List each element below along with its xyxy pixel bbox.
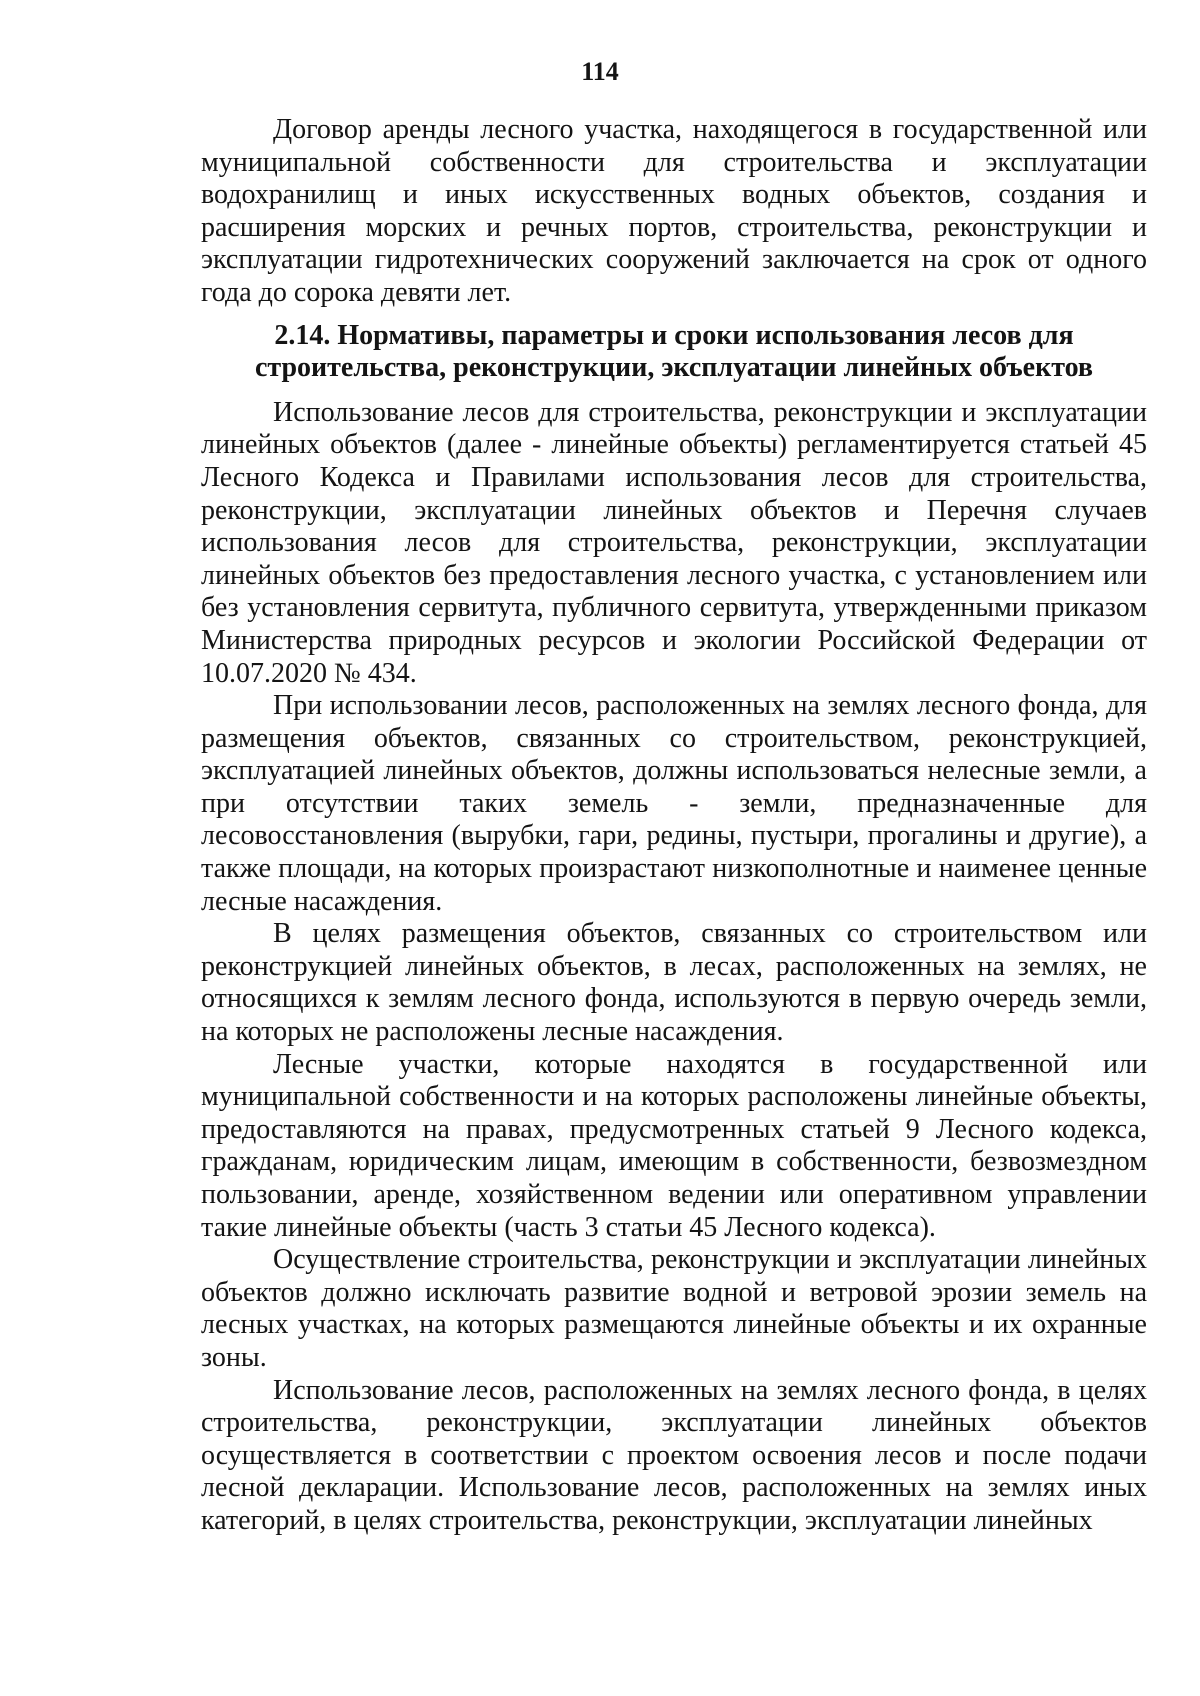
paragraph-development-project: Использование лесов, расположенных на землях лесного фонда, в целях строительства, реконструкции, эксплуатации линейных объектов осуществляется в соответствии с проектом освоения лесов и после подачи лесной декларации. Использование лесов, расположенных на землях иных категорий, в целях строительства, реконструкции, эксплуатации линейных — [201, 1374, 1147, 1536]
paragraph-regulation: Использование лесов для строительства, реконструкции и эксплуатации линейных объектов (далее - линейные объекты) регламентируется статьей 45 Лесного Кодекса и Правилами использования лесов для строительства, реконструкции, эксплуатации линейных объектов и Перечня случаев использования лесов для строительства, реконструкции, эксплуатации линейных объектов без предоставления лесного участка, с установлением или без установления сервитута, публичного сервитута, утвержденными приказом Министерства природных ресурсов и экологии Российской Федерации от 10.07.2020 № 434. — [201, 396, 1147, 689]
paragraph-lease-term: Договор аренды лесного участка, находящегося в государственной или муниципальной собственности для строительства и эксплуатации водохранилищ и иных искусственных водных объектов, создания и расширения морских и речных портов, строительства, реконструкции и эксплуатации гидротехнических сооружений заключается на срок от одного года до сорока девяти лет. — [201, 114, 1147, 308]
section-heading — [201, 320, 1147, 385]
section-heading-line-2: строительства, реконструкции, эксплуатации линейных объектов — [254, 352, 1094, 384]
section-heading-line-1: 2.14. Нормативы, параметры и сроки использования лесов для — [274, 319, 1074, 351]
paragraph-land-use: При использовании лесов, расположенных на землях лесного фонда, для размещения объектов, связанных со строительством, реконструкцией, эксплуатацией линейных объектов, должны использоваться нелесные земли, а при отсутствии таких земель - земли, предназначенные для лесовосстановления (вырубки, гари, редины, пустыри, прогалины и другие), а также площади, на которых произрастают низкополнотные и наименее ценные лесные насаждения. — [201, 690, 1147, 917]
paragraph-erosion: Осуществление строительства, реконструкции и эксплуатации линейных объектов должно исключать развитие водной и ветровой эрозии земель на лесных участках, на которых размещаются линейные объекты и их охранные зоны. — [201, 1244, 1147, 1373]
page-number: 114 — [581, 57, 619, 86]
paragraph-non-forest-lands: В целях размещения объектов, связанных со строительством или реконструкцией линейных объектов, в лесах, расположенных на землях, не относящихся к землям лесного фонда, используются в первую очередь земли, на которых не расположены лесные насаждения. — [201, 918, 1147, 1048]
paragraph-plot-rights: Лесные участки, которые находятся в государственной или муниципальной собственности и на которых расположены линейные объекты, предоставляются на правах, предусмотренных статьей 9 Лесного кодекса, гражданам, юридическим лицам, имеющим в собственности, безвозмездном пользовании, аренде, хозяйственном ведении или оперативном управлении такие линейные объекты (часть 3 статьи 45 Лесного кодекса). — [201, 1048, 1147, 1243]
page-content — [201, 114, 1147, 1538]
